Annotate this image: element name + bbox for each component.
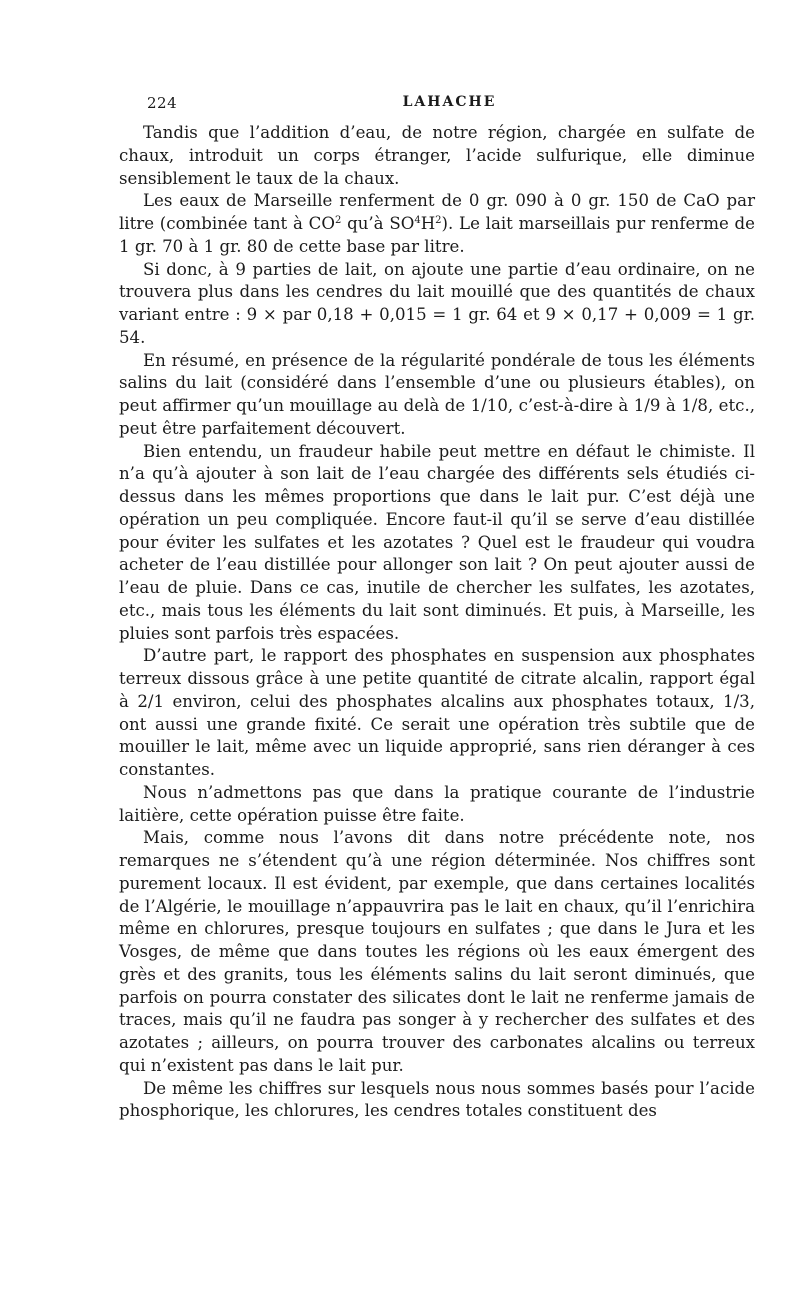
paragraph-2-text: H xyxy=(420,214,436,233)
superscript-co2: 2 xyxy=(334,215,342,226)
paragraph-2-text: ). Le lait marseillais pur renferme de 1 gr. 70 à 1 gr. 80 de cette base par litre. xyxy=(119,214,755,256)
paragraph-1: Tandis que l’addition d’eau, de notre région, chargée en sulfate de chaux, introduit un corps étranger, l’acide sulfurique, elle diminue sensiblement le taux de la chaux. xyxy=(119,123,755,188)
paragraph-2-text: qu’à SO xyxy=(341,214,415,233)
paragraph-2-text: Les eaux de Marseille renferment de 0 gr. 090 à 0 gr. 150 de CaO par litre (combinée tant à CO xyxy=(119,191,755,233)
page-header xyxy=(147,94,752,114)
paragraph-6: D’autre part, le rapport des phosphates en suspension aux phosphates terreux dissous grâce à une petite quantité de citrate alcalin, rapport égal à 2/1 environ, celui des phosphates alcalins aux phosphates totaux, 1/3, ont aussi une grande fixité. Ce serait une opération très subtile que de mouiller le lait, même avec un liquide approprié, sans rien déranger à ces constantes. xyxy=(119,646,755,779)
superscript-h2: 2 xyxy=(435,215,442,226)
superscript-so4: 4 xyxy=(414,215,421,226)
paragraph-4: En résumé, en présence de la régularité pondérale de tous les éléments salins du lait (considéré dans l’ensemble d’une ou plusieurs étables), on peut affirmer qu’un mouillage au delà de 1/10, c’est-à-dire à 1/9 à 1/8, etc., peut être parfaitement découvert. xyxy=(119,350,755,438)
paragraph-5: Bien entendu, un fraudeur habile peut mettre en défaut le chimiste. Il n’a qu’à ajouter à son lait de l’eau chargée des différents sels étudiés ci-dessus dans les mêmes proportions que dans le lait pur. C’est déjà une opération un peu compliquée. Encore faut-il qu’il se serve d’eau distillée pour éviter les sulfates et les azotates ? Quel est le fraudeur qui voudra acheter de l’eau distillée pour allonger son lait ? On peut ajouter aussi de l’eau de pluie. Dans ce cas, inutile de chercher les sulfates, les azotates, etc., mais tous les éléments du lait sont diminués. Et puis, à Marseille, les pluies sont parfois très espacées. xyxy=(119,441,755,643)
page-number: 224 xyxy=(147,94,178,112)
running-head: LAHACHE xyxy=(402,94,497,110)
paragraph-7: Nous n’admettons pas que dans la pratique courante de l’industrie laitière, cette opération puisse être faite. xyxy=(119,782,755,825)
body-text xyxy=(119,122,755,1123)
paragraph-8: Mais, comme nous l’avons dit dans notre précédente note, nos remarques ne s’étendent qu’à une région déterminée. Nos chiffres sont purement locaux. Il est évident, par exemple, que dans certaines localités de l’Algérie, le mouillage n’appauvrira pas le lait en chaux, qu’il l’enrichira même en chlorures, presque toujours en sulfates ; que dans le Jura et les Vosges, de même que dans toutes les régions où les eaux émergent des grès et des granits, tous les éléments salins du lait seront diminués, que parfois on pourra constater des silicates dont le lait ne renferme jamais de traces, mais qu’il ne faudra pas songer à y rechercher des sulfates et des azotates ; ailleurs, on pourra trouver des carbonates alcalins ou terreux qui n’existent pas dans le lait pur. xyxy=(119,828,755,1075)
paragraph-3: Si donc, à 9 parties de lait, on ajoute une partie d’eau ordinaire, on ne trouvera plus dans les cendres du lait mouillé que des quantités de chaux variant entre : 9 × par 0,18 + 0,015 = 1 gr. 64 et 9 × 0,17 + 0,009 = 1 gr. 54. xyxy=(119,259,755,347)
paragraph-9: De même les chiffres sur lesquels nous nous sommes basés pour l’acide phosphorique, les chlorures, les cendres totales constituent des xyxy=(119,1078,755,1121)
paragraph-2 xyxy=(119,190,755,258)
